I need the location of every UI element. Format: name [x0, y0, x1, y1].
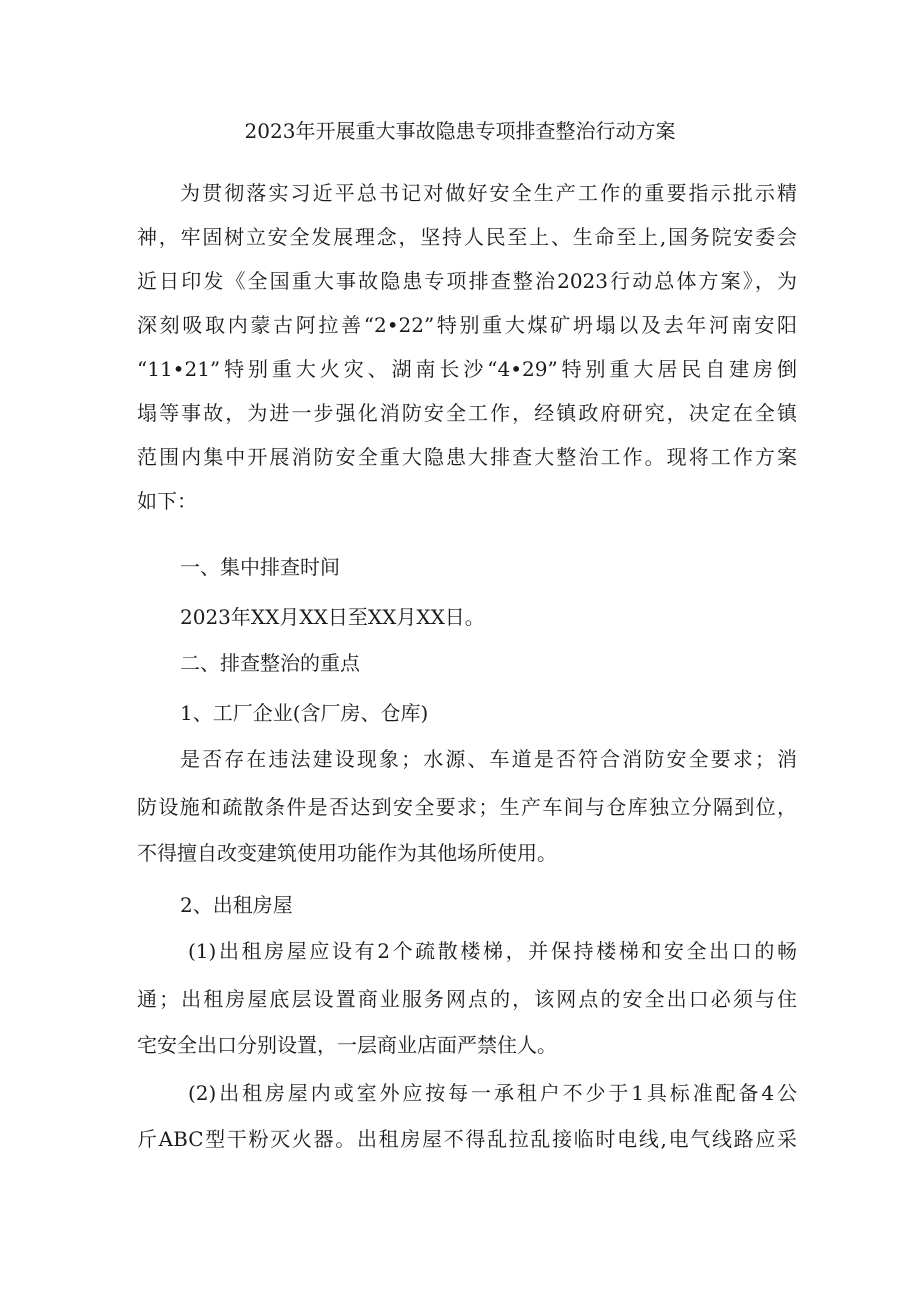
section-heading-key-points: 二、排查整治的重点 — [180, 651, 360, 675]
rental-sub2-line: 斤ABC型干粉灭火器。出租房屋不得乱拉乱接临时电线,电气线路应采 — [137, 1127, 797, 1151]
factories-line: 不得擅自改变建筑使用功能作为其他场所使用。 — [137, 841, 557, 865]
rental-sub1-line: 通；出租房屋底层设置商业服务网点的，该网点的安全出口必须与住 — [137, 987, 797, 1011]
intro-line: 范围内集中开展消防安全重大隐患大排查大整治工作。现将工作方案 — [137, 445, 797, 469]
intro-line: “11•21”特别重大火灾、湖南长沙“4•29”特别重大居民自建房倒 — [137, 357, 797, 381]
intro-line: 如下： — [137, 489, 197, 513]
factories-line: 是否存在违法建设现象；水源、车道是否符合消防安全要求；消 — [180, 747, 797, 771]
document-title: 2023年开展重大事故隐患专项排查整治行动方案 — [244, 119, 676, 143]
factories-line: 防设施和疏散条件是否达到安全要求；生产车间与仓库独立分隔到位， — [137, 795, 797, 819]
intro-line: 近日印发《全国重大事故隐患专项排查整治2023行动总体方案》，为 — [137, 269, 797, 293]
rental-sub1-line: (1)出租房屋应设有2个疏散楼梯，并保持楼梯和安全出口的畅 — [188, 939, 797, 963]
intro-line: 为贯彻落实习近平总书记对做好安全生产工作的重要指示批示精 — [180, 181, 797, 205]
rental-sub1-line: 宅安全出口分别设置，一层商业店面严禁住人。 — [137, 1033, 557, 1057]
item-heading-rental-housing: 2、出租房屋 — [180, 893, 293, 917]
item-heading-factories: 1、工厂企业(含厂房、仓库) — [180, 701, 429, 725]
intro-line: 塌等事故，为进一步强化消防安全工作，经镇政府研究，决定在全镇 — [137, 401, 797, 425]
intro-line: 深刻吸取内蒙古阿拉善“2•22”特别重大煤矿坍塌以及去年河南安阳 — [137, 313, 797, 337]
inspection-time-text: 2023年XX月XX日至XX月XX日。 — [180, 605, 485, 629]
rental-sub2-line: (2)出租房屋内或室外应按每一承租户不少于1具标准配备4公 — [188, 1081, 797, 1105]
section-heading-inspection-time: 一、集中排查时间 — [180, 555, 340, 579]
intro-line: 神，牢固树立安全发展理念，坚持人民至上、生命至上,国务院安委会 — [137, 225, 797, 249]
